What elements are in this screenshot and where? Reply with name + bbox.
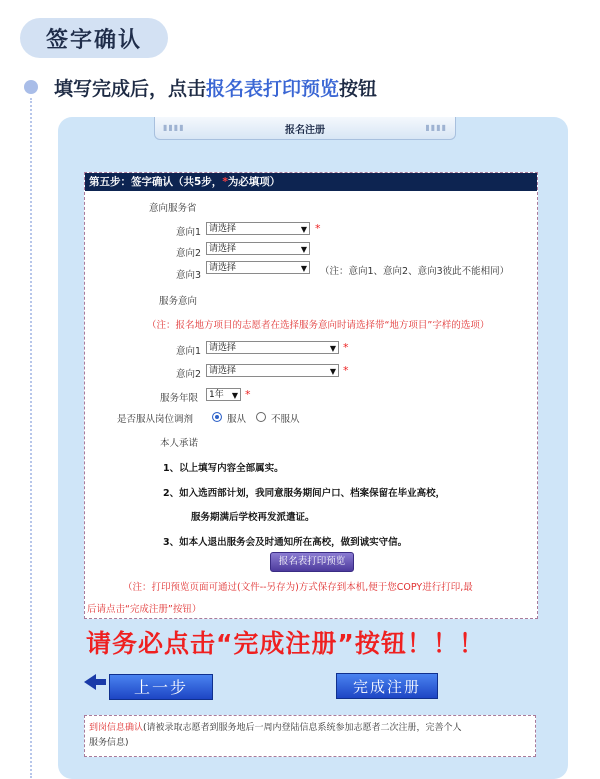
service-option-2-label: 意向2 xyxy=(176,369,202,380)
years-select-value: 1年 xyxy=(209,390,224,400)
complete-registration-warning: 请务必点击“完成注册”按钮！！！ xyxy=(86,629,485,658)
service-select-1[interactable] xyxy=(206,341,339,354)
arrival-info-box xyxy=(84,715,536,757)
province-select-1-value: 请选择 xyxy=(209,224,237,234)
chevron-down-icon: ▼ xyxy=(300,225,307,234)
province-select-3[interactable] xyxy=(206,261,310,274)
commitment-item: 2、如入选西部计划，我同意服务期间户口、档案保留在毕业高校， xyxy=(163,488,446,499)
panel-tab-title: 报名注册 xyxy=(285,124,325,136)
province-option-2-label: 意向2 xyxy=(176,248,202,259)
arrow-left-icon-bar xyxy=(94,679,106,685)
step-heading-prefix: 填写完成后，点击 xyxy=(54,78,207,100)
chevron-down-icon: ▼ xyxy=(300,245,307,254)
commitment-title: 本人承诺 xyxy=(160,438,199,449)
required-star: * xyxy=(245,388,251,401)
service-section-label: 服务意向 xyxy=(159,296,198,307)
print-note-line-1: （注：打印预览页面可通过(文件--另存为)方式保存到本机,便于您COPY进行打印,最 xyxy=(123,582,473,593)
print-note-line-2: 后请点击“完成注册”按钮） xyxy=(87,604,202,615)
step-bullet-icon xyxy=(24,80,38,94)
adjust-no-radio[interactable] xyxy=(256,412,266,422)
chevron-down-icon: ▼ xyxy=(329,367,336,376)
province-select-3-value: 请选择 xyxy=(209,263,237,273)
complete-registration-button[interactable]: 完成注册 xyxy=(336,673,438,699)
service-option-1-label: 意向1 xyxy=(176,346,202,357)
form-header-prefix: 第五步：签字确认（共5步， xyxy=(89,176,223,188)
print-preview-button[interactable]: 报名表打印预览 xyxy=(270,552,354,572)
service-note: （注：报名地方项目的志愿者在选择服务意向时请选择带“地方项目”字样的选项） xyxy=(147,320,490,331)
commitment-item: 服务期满后学校再发派遣证。 xyxy=(191,512,315,523)
step-heading-highlight: 报名表打印预览 xyxy=(206,78,340,100)
required-star: * xyxy=(315,222,321,235)
step-heading-suffix: 按钮 xyxy=(339,78,378,100)
adjust-no-label: 不服从 xyxy=(271,414,300,425)
province-option-3-label: 意向3 xyxy=(176,270,202,281)
service-select-2-value: 请选择 xyxy=(209,366,237,376)
chevron-down-icon: ▼ xyxy=(329,344,336,353)
chevron-down-icon: ▼ xyxy=(231,391,238,400)
signature-form xyxy=(84,172,538,619)
form-header-suffix: 为必填项） xyxy=(227,176,281,188)
province-note: （注：意向1、意向2、意向3彼此不能相同） xyxy=(320,266,510,277)
form-header xyxy=(85,173,537,191)
section-title: 签字确认 xyxy=(20,18,168,58)
chevron-down-icon: ▼ xyxy=(300,264,307,273)
arrival-info-text: (请被录取志愿者到服务地后一周内登陆信息系统参加志愿者二次注册，完善个人 xyxy=(143,723,462,733)
required-star: * xyxy=(343,341,349,354)
panel-tab xyxy=(154,117,456,140)
province-select-2[interactable] xyxy=(206,242,310,255)
step-rail xyxy=(30,98,32,778)
adjust-label: 是否服从岗位调剂 xyxy=(117,414,194,425)
previous-step-button[interactable]: 上一步 xyxy=(109,674,213,700)
province-select-2-value: 请选择 xyxy=(209,244,237,254)
province-section-label: 意向服务省 xyxy=(149,203,197,214)
commitment-item: 1、以上填写内容全部属实。 xyxy=(163,463,284,474)
years-label: 服务年限 xyxy=(160,393,199,404)
years-select[interactable] xyxy=(206,388,241,401)
service-select-2[interactable] xyxy=(206,364,339,377)
arrival-info-text-2: 服务信息) xyxy=(89,738,129,748)
adjust-yes-label: 服从 xyxy=(227,414,247,425)
service-select-1-value: 请选择 xyxy=(209,343,237,353)
required-star: * xyxy=(222,176,228,188)
commitment-item: 3、如本人退出服务会及时通知所在高校，做到诚实守信。 xyxy=(163,537,408,548)
arrival-info-link[interactable]: 到岗信息确认 xyxy=(89,723,144,733)
tab-decoration-icon: ▮▮▮▮ xyxy=(163,123,185,132)
province-option-1-label: 意向1 xyxy=(176,227,202,238)
adjust-yes-radio[interactable] xyxy=(212,412,222,422)
required-star: * xyxy=(343,364,349,377)
step-heading xyxy=(54,74,377,101)
tab-decoration-icon: ▮▮▮▮ xyxy=(425,123,447,132)
province-select-1[interactable] xyxy=(206,222,310,235)
